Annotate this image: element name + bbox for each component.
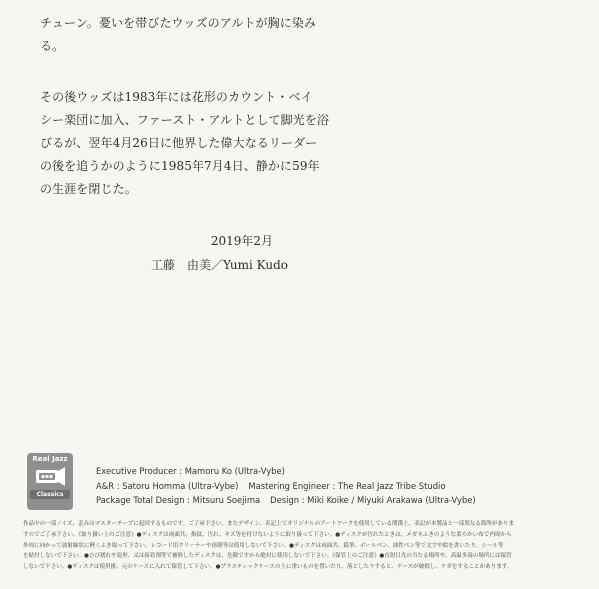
logo-text-top: Real Jazz bbox=[32, 455, 68, 463]
credit-row bbox=[96, 464, 476, 479]
text-line: る。 bbox=[40, 39, 65, 53]
text-line: の生涯を閉じた。 bbox=[40, 182, 137, 196]
handling-notice bbox=[23, 519, 579, 573]
text-line: の後を追うかのように1985年7月4日、静かに59年 bbox=[40, 159, 320, 173]
essay-author bbox=[151, 256, 288, 273]
essay-paragraph-2 bbox=[40, 86, 330, 201]
real-jazz-classics-logo bbox=[27, 453, 73, 510]
author-name-en: Yumi Kudo bbox=[223, 258, 289, 272]
credit-row bbox=[96, 493, 476, 508]
mastering-credit: Mastering Engineer : The Real Jazz Tribe Studio bbox=[248, 480, 446, 491]
notice-line: すのでご了承下さい。《取り扱い上のご注意》●ディスクは両面共、指紋、汚れ、キズ等を付けないように取り扱って下さい。●ディスクが汚れたときは、メガネふきのような柔らかい布で内周から bbox=[23, 531, 512, 538]
notice-line: 外周に向かって放射線状に軽くふき取って下さい。レコード用クリーナーや溶剤等は使用しないで下さい。●ディスクは両面共、鉛筆、ボールペン、油性ペン等で文字や絵を書いたり、シール等 bbox=[23, 542, 504, 549]
executive-producer-credit: Executive Producer : Mamoru Ko (Ultra-Vybe) bbox=[96, 466, 285, 476]
essay-date: 2019年2月 bbox=[210, 234, 273, 248]
production-credits bbox=[96, 464, 476, 508]
essay-paragraph-1 bbox=[40, 12, 317, 58]
text-line: その後ウッズは1983年には花形のカウント・ベイ bbox=[40, 90, 313, 104]
text-line: シー楽団に加入、ファースト・アルトとして脚光を浴 bbox=[40, 113, 330, 127]
trumpet-icon bbox=[33, 466, 67, 488]
notice-line: しないで下さい。●ディスクは使用後、元のケースに入れて保管して下さい。●プラスティックケースの上に重いものを置いたり、落としたりすると、ケースが破損し、ケガをすることがあります。 bbox=[23, 564, 513, 571]
package-design-credit: Package Total Design : Mitsuru Soejima bbox=[96, 495, 261, 505]
credit-row bbox=[96, 479, 476, 494]
author-name-ja: 工藤 由美 bbox=[151, 258, 212, 272]
notice-line: を貼付しないで下さい。●ひび割れや変形、又は接着剤等で補修したディスクは、危険ですから絶対に使用しないで下さい。《保管上のご注意》●直射日光の当たる場所や、高温多湿の場所には保管 bbox=[23, 553, 512, 560]
text-line: びるが、翌年4月26日に他界した偉大なるリーダー bbox=[40, 136, 318, 150]
notice-line: 作品中の一部ノイズ、歪みはマスターテープに起因するものです。ご了承下さい。またデザイン、表記上でオリジナルのアートワークを使用している関係上、表記が本製品と一部異なる箇所がありま bbox=[23, 521, 514, 527]
logo-text-bottom: Classics bbox=[30, 490, 70, 499]
ar-credit: A&R : Satoru Homma (Ultra-Vybe) bbox=[96, 480, 239, 491]
author-separator: ／ bbox=[211, 258, 224, 272]
text-line: チューン。憂いを帯びたウッズのアルトが胸に染み bbox=[40, 16, 317, 30]
design-credit: Design : Miki Koike / Miyuki Arakawa (Ultra-Vybe) bbox=[270, 495, 476, 505]
